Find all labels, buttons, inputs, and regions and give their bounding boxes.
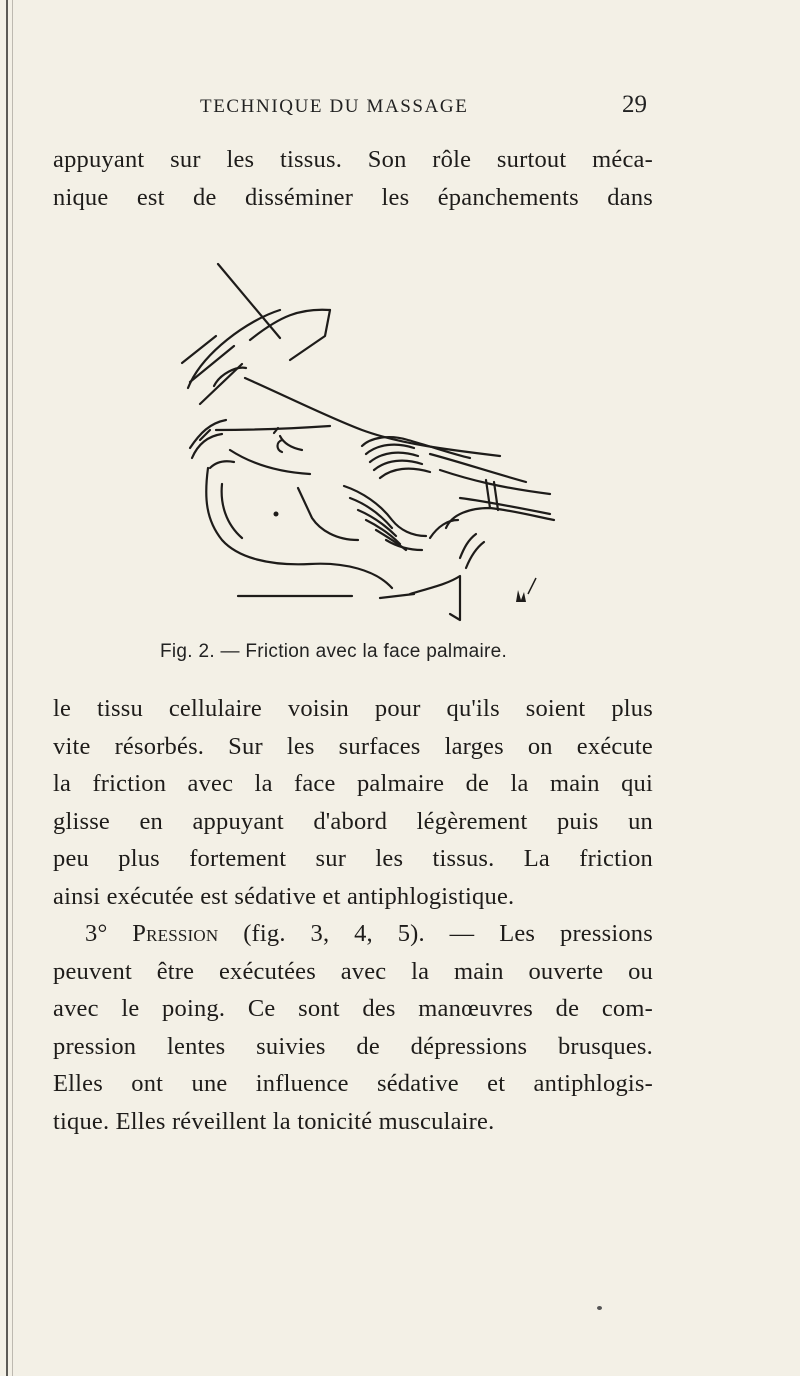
running-head: TECHNIQUE DU MASSAGE [200,96,469,117]
text-line: vite résorbés. Sur les surfaces larges on exécute [53,732,653,760]
bottom-paragraph [53,690,653,1140]
text-line: la friction avec la face palmaire de la main qui [53,770,653,797]
section-title: Pression [132,920,219,947]
back-of-hand [245,378,500,456]
section-number: 3° [85,920,108,947]
top-paragraph [53,141,653,216]
text-line: appuyant sur les tissus. Son rôle surtout méca- [53,146,653,173]
page-edge-line [6,0,8,1376]
figure-caption: Fig. 2. — Friction avec la face palmaire. [160,641,508,662]
text-line: pression lentes suivies de dépressions brusques. [53,1032,653,1060]
forearm-line [218,264,280,338]
text-line: nique est de disséminer les épanchements dans [53,183,653,211]
text-line: avec le poing. Ce sont des manœuvres de com- [53,995,653,1022]
text-line: ainsi exécutée est sédative et antiphlogistique. [53,882,515,910]
hand-friction-illustration [130,258,610,628]
paper-speck [597,1306,602,1310]
text-line: peu plus fortement sur les tissus. La friction [53,845,653,872]
section-heading-rest: (fig. 3, 4, 5). — Les pressions [243,920,653,947]
text-line: peuvent être exécutées avec la main ouverte ou [53,957,653,985]
page-number: 29 [622,91,647,118]
text-line: Elles ont une influence sédative et antiphlogis- [53,1070,653,1097]
text-line: le tissu cellulaire voisin pour qu'ils soient plus [53,695,653,722]
section-heading-line [53,915,653,953]
text-line: glisse en appuyant d'abord légèrement puis un [53,807,653,835]
page-edge-shadow [12,0,13,1376]
text-line: tique. Elles réveillent la tonicité musculaire. [53,1107,495,1135]
